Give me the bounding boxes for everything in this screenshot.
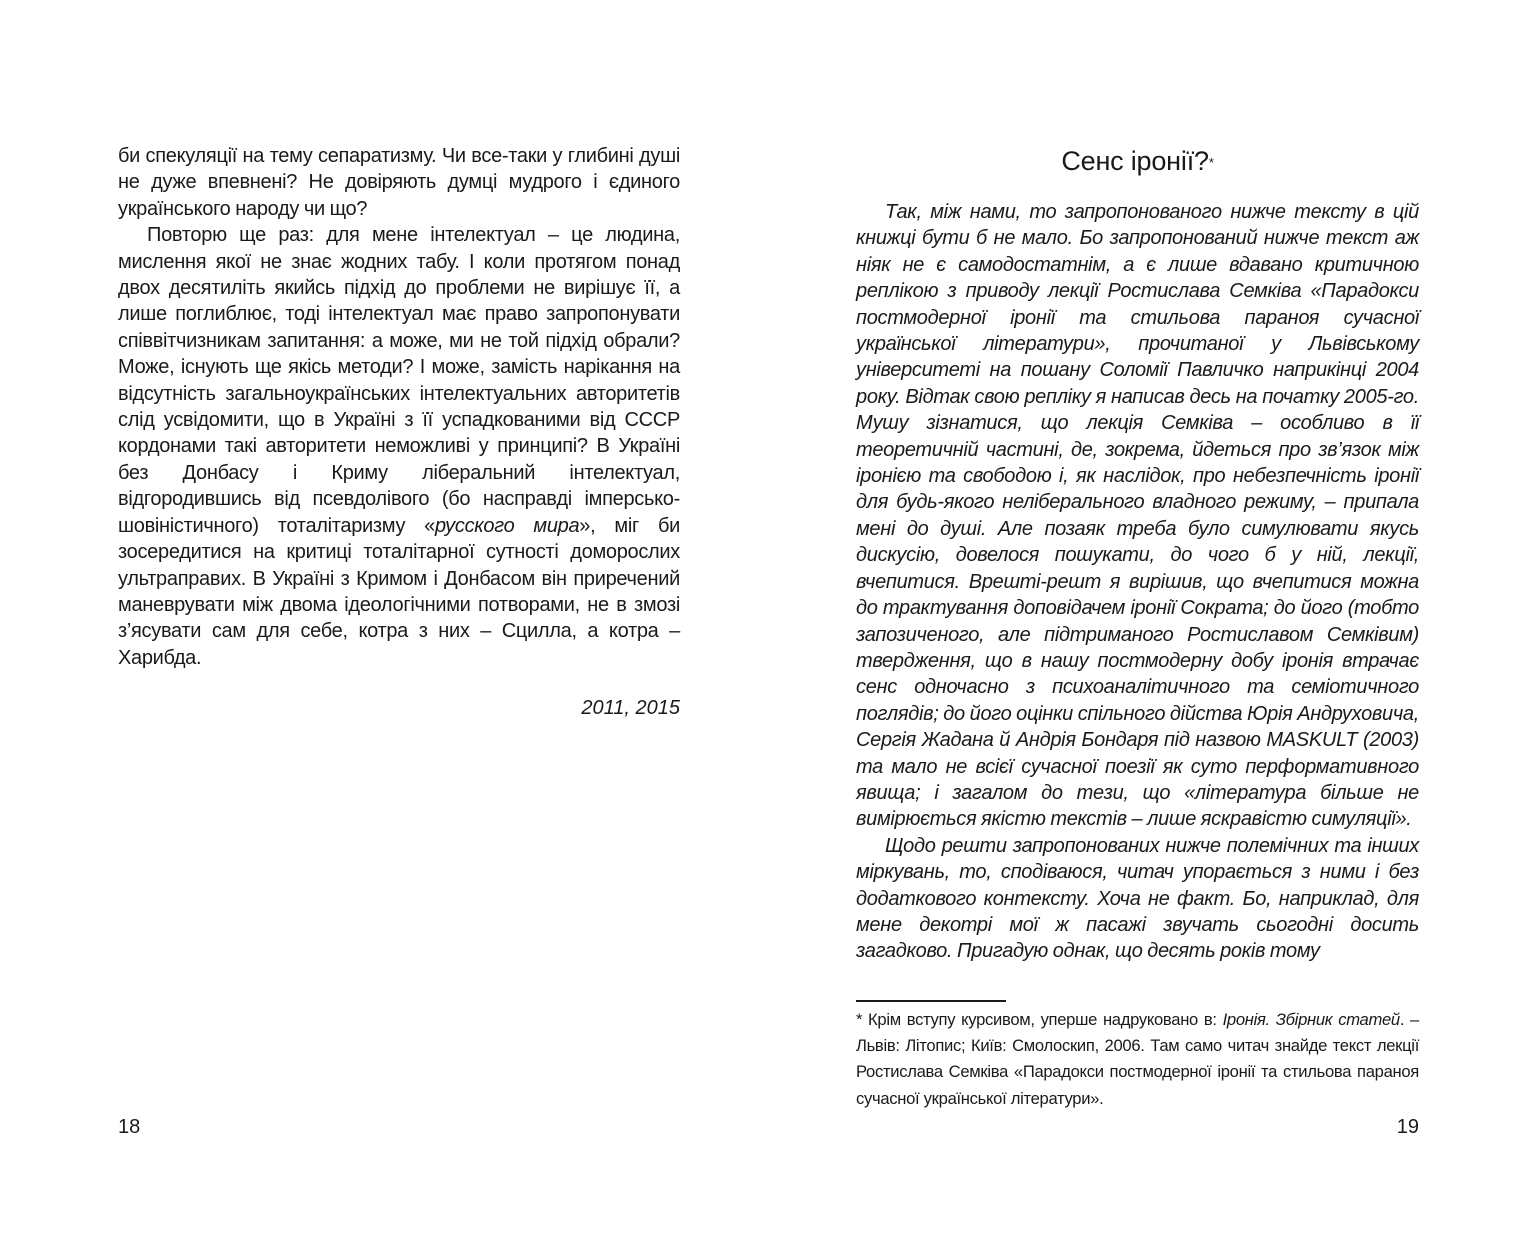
footnote-italic: Іронія. Збірник статей — [1222, 1010, 1400, 1029]
paragraph: Повторю ще раз: для мене інтелектуал – це людина, мислення якої не знає жодних табу. І коли протягом понад двох десятиліть якийсь підхід до проблеми не вирішує її, а лише поглиблює, тоді інтелектуал має право запропонувати співвітчизникам запитання: а може, ми не той підхід обрали? Може, існують ще якісь методи? І може, замість нарікання на відсутність загальноукраїнських інтелектуальних авторитетів слід усвідомити, що в Україні з її успадкованими від СССР кордонами такі авторитети неможливі у принципі? В Україні без Донбасу і Криму ліберальний інтелектуал, відгородившись від псевдолівого (бо насправді імперсько-шовіністичного) тоталітаризму «русского мира», міг би зосередитися на критиці тоталітарної сутності доморослих ультраправих. В Україні з Кримом і Донбасом він приречений маневрувати між двома ідеологічними потворами, не в змозі з’ясувати сам для себе, котра з них – Сцилла, а котра – Харибда. — [118, 224, 680, 669]
paragraph: би спекуляції на тему сепаратизму. Чи все-таки у глибині душі не дуже впевнені? Не довіряють думці мудрого і єдиного українського народу чи що? — [118, 145, 680, 220]
paragraph: Так, між нами, то запропонованого нижче тексту в цій книжці бути б не мало. Бо запропонований нижче текст аж ніяк не є самодостатнім, а є лише вдавано критичною реплікою з приводу лекції Ростислава Семківа «Парадокси постмодерної іронії та стильова параноя сучасної української літератури», прочитаної у Львівському університеті на пошану Соломії Павличко наприкінці 2004 року. Відтак свою репліку я написав десь на початку 2005-го. Мушу зізнатися, що лекція Семківа – особливо в її теоретичній частині, де, зокрема, йдеться про зв’язок між іронією та свободою і, як наслідок, про небезпечність іронії для будь-якого неліберального владного режиму, – припала мені до душі. Але позаяк треба було симулювати якусь дискусію, довелося пошукати, до чого б у ній, лекції, вчепитися. Врешті-решт я вирішив, що вчепитися можна до трактування доповідачем іронії Сократа; до його (тобто запозиченого, але підтриманого Ростиславом Семківим) твердження, що в нашу постмодерну добу іронія втрачає сенс одночасно з психоаналітичного та семіотичного поглядів; до його оцінки спільного дійства Юрія Андруховича, Сергія Жадана й Андрія Бондаря під назвою MASKULT (2003) та мало не всієї сучасної поезії як суто перформативного явища; і загалом до тези, що «література більше не вимірюється якістю текстів – лише яскравістю симуляції». — [856, 201, 1419, 831]
page-number: 18 — [118, 1116, 141, 1138]
date-line: 2011, 2015 — [581, 697, 680, 719]
italic-phrase: русского мира — [435, 514, 580, 537]
footnote-divider — [856, 1000, 1006, 1002]
chapter-title-text: Сенс іронії? — [1061, 146, 1209, 176]
footnote-marker: * — [1208, 155, 1214, 170]
page-number: 19 — [1396, 1116, 1419, 1138]
left-page-body — [118, 143, 680, 671]
right-page — [856, 0, 1419, 1240]
footnote: * Крім вступу курсивом, уперше надруковано в: Іронія. Збірник статей. – Львів: Літопис; Київ: Смолоскип, 2006. Там само читач знайде текст лекції Ростислава Семківа «Парадокси постмодерної іронії та стильова параноя сучасної української літератури». — [856, 1010, 1419, 1108]
right-page-body — [856, 199, 1419, 965]
chapter-title — [856, 143, 1419, 179]
left-page — [118, 0, 680, 1240]
paragraph: Щодо решти запропонованих нижче полемічних та інших міркувань, то, сподіваюся, читач упорається з ними і без додаткового контексту. Хоча не факт. Бо, наприклад, для мене декотрі мої ж пасажі звучать сьогодні досить загадково. Пригадую однак, що десять років тому — [856, 834, 1419, 963]
